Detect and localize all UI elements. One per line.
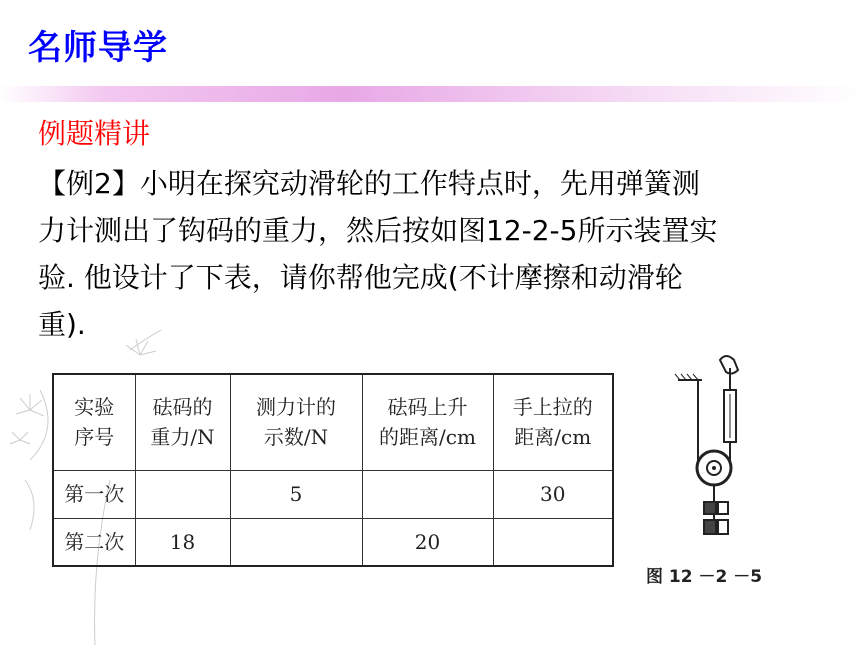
table-cell: 18 [135,518,230,566]
table-row [53,470,613,518]
problem-line: 力计测出了钩码的重力，然后按如图12-2-5所示装置实 [38,214,718,247]
experiment-table [52,373,614,567]
table-row [53,518,613,566]
table-cell [230,518,362,566]
movable-pulley [697,451,731,502]
header-cell: 砝码的 重力/N [135,374,230,470]
header-cell: 实验 序号 [53,374,135,470]
problem-line: 重). [38,308,86,341]
problem-text [38,160,838,348]
hook-weights [704,502,728,534]
figure-caption: 图 12 －2 －5 [646,567,763,587]
table-cell: 20 [362,518,493,566]
table-header-row [53,374,613,470]
spring-scale [724,390,736,446]
table-cell: 5 [230,470,362,518]
page-title: 名师导学 [28,28,168,68]
header-cell: 测力计的 示数/N [230,374,362,470]
table-cell [493,518,613,566]
table-cell [362,470,493,518]
hand-icon [720,356,738,390]
table-cell: 30 [493,470,613,518]
ceiling-support [675,374,702,380]
header-cell: 砝码上升 的距离/cm [362,374,493,470]
section-title: 例题精讲 [38,117,151,150]
table-cell [135,470,230,518]
header-gradient-bar [0,86,860,102]
pulley-diagram [640,350,790,540]
table-cell: 第二次 [53,518,135,566]
problem-line: 验. 他设计了下表，请你帮他完成(不计摩擦和动滑轮 [38,261,683,294]
table-cell: 第一次 [53,470,135,518]
problem-line: 【例2】小明在探究动滑轮的工作特点时，先用弹簧测 [38,167,700,200]
header-cell: 手上拉的 距离/cm [493,374,613,470]
